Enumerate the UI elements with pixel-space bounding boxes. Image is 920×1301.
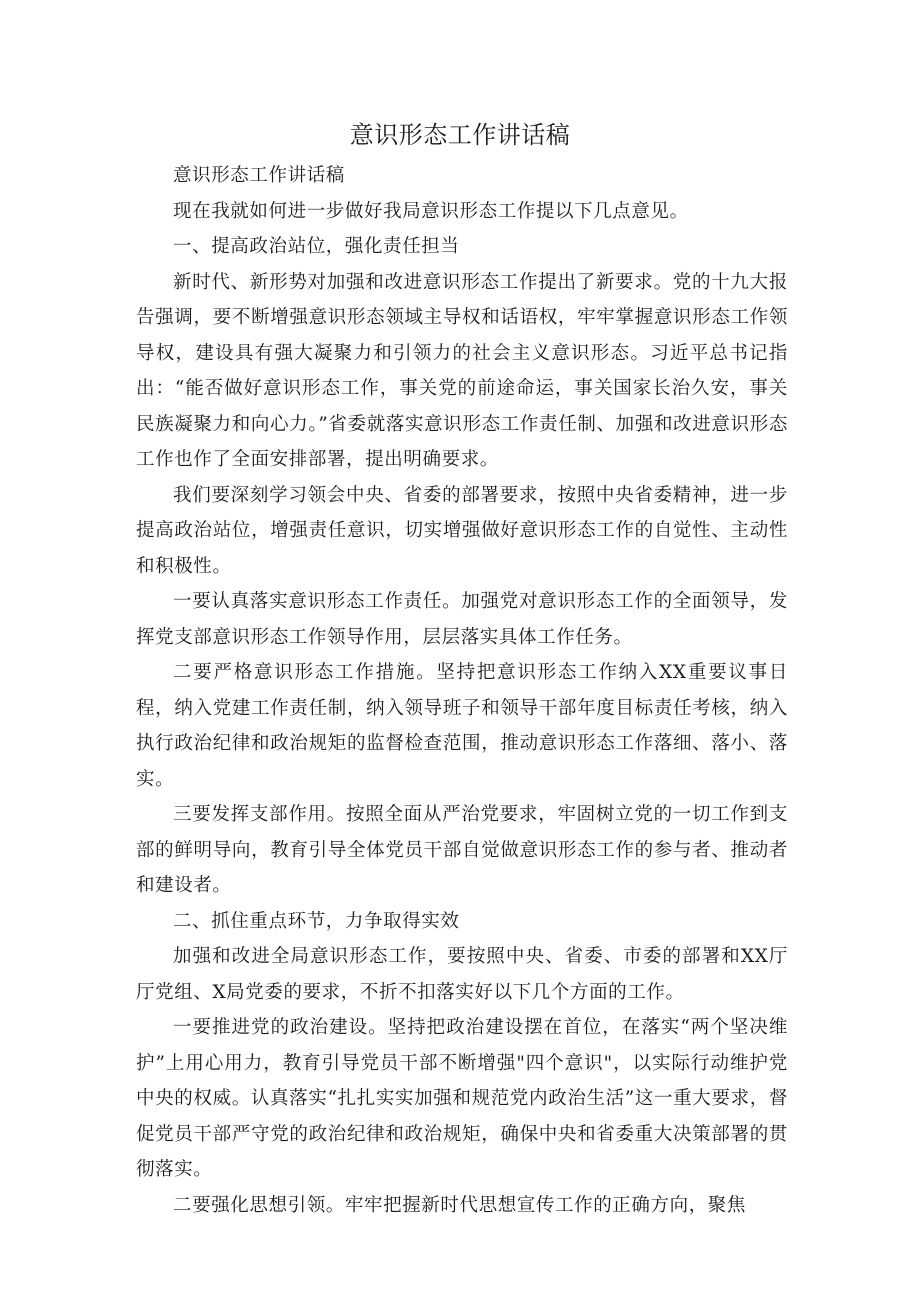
document-body [136,158,788,1223]
paragraph-subtitle: 意识形态工作讲话稿 [173,165,345,186]
paragraph-intro: 现在我就如何进一步做好我局意识形态工作提以下几点意见。 [173,200,689,222]
section-heading-2: 二、抓住重点环节，力争取得实效 [173,910,460,932]
paragraph: 加强和改进全局意识形态工作，要按照中央、省委、市委的部署和XX厅厅党组、X局党委的要求，不折不扣落实好以下几个方面的工作。 [136,946,788,1003]
paragraph: 一要认真落实意识形态工作责任。加强党对意识形态工作的全面领导，发挥党支部意识形态工作领导作用，层层落实具体工作任务。 [136,591,788,648]
paragraph: 新时代、新形势对加强和改进意识形态工作提出了新要求。党的十九大报告强调，要不断增强意识形态领域主导权和话语权，牢牢掌握意识形态工作领导权，建设具有强大凝聚力和引领力的社会主义意识形态。习近平总书记指出：“能否做好意识形态工作，事关党的前途命运，事关国家长治久安，事关民族凝聚力和向心力。”省委就落实意识形态工作责任制、加强和改进意识形态工作也作了全面安排部署，提出明确要求。 [136,271,788,470]
paragraph: 一要推进党的政治建设。坚持把政治建设摆在首位，在落实“两个坚决维护”上用心用力，教育引导党员干部不断增强"四个意识"，以实际行动维护党中央的权威。认真落实“扎扎实实加强和规范党内政治生活”这一重大要求，督促党员干部严守党的政治纪律和政治规矩，确保中央和省委重大决策部署的贯彻落实。 [136,1017,788,1180]
section-heading-1: 一、提高政治站位，强化责任担当 [173,236,460,257]
paragraph: 二要强化思想引领。牢牢把握新时代思想宣传工作的正确方向，聚焦 [173,1194,747,1216]
document-title: 意识形态工作讲话稿 [349,121,571,149]
paragraph: 三要发挥支部作用。按照全面从严治党要求，牢固树立党的一切工作到支部的鲜明导向，教育引导全体党员干部自觉做意识形态工作的参与者、推动者和建设者。 [136,804,788,896]
paragraph: 我们要深刻学习领会中央、省委的部署要求，按照中央省委精神，进一步提高政治站位，增强责任意识，切实增强做好意识形态工作的自觉性、主动性和积极性。 [136,484,788,577]
paragraph: 二要严格意识形态工作措施。坚持把意识形态工作纳入XX重要议事日程，纳入党建工作责任制，纳入领导班子和领导干部年度目标责任考核，纳入执行政治纪律和政治规矩的监督检查范围，推动意识形态工作落细、落小、落实。 [136,662,788,790]
